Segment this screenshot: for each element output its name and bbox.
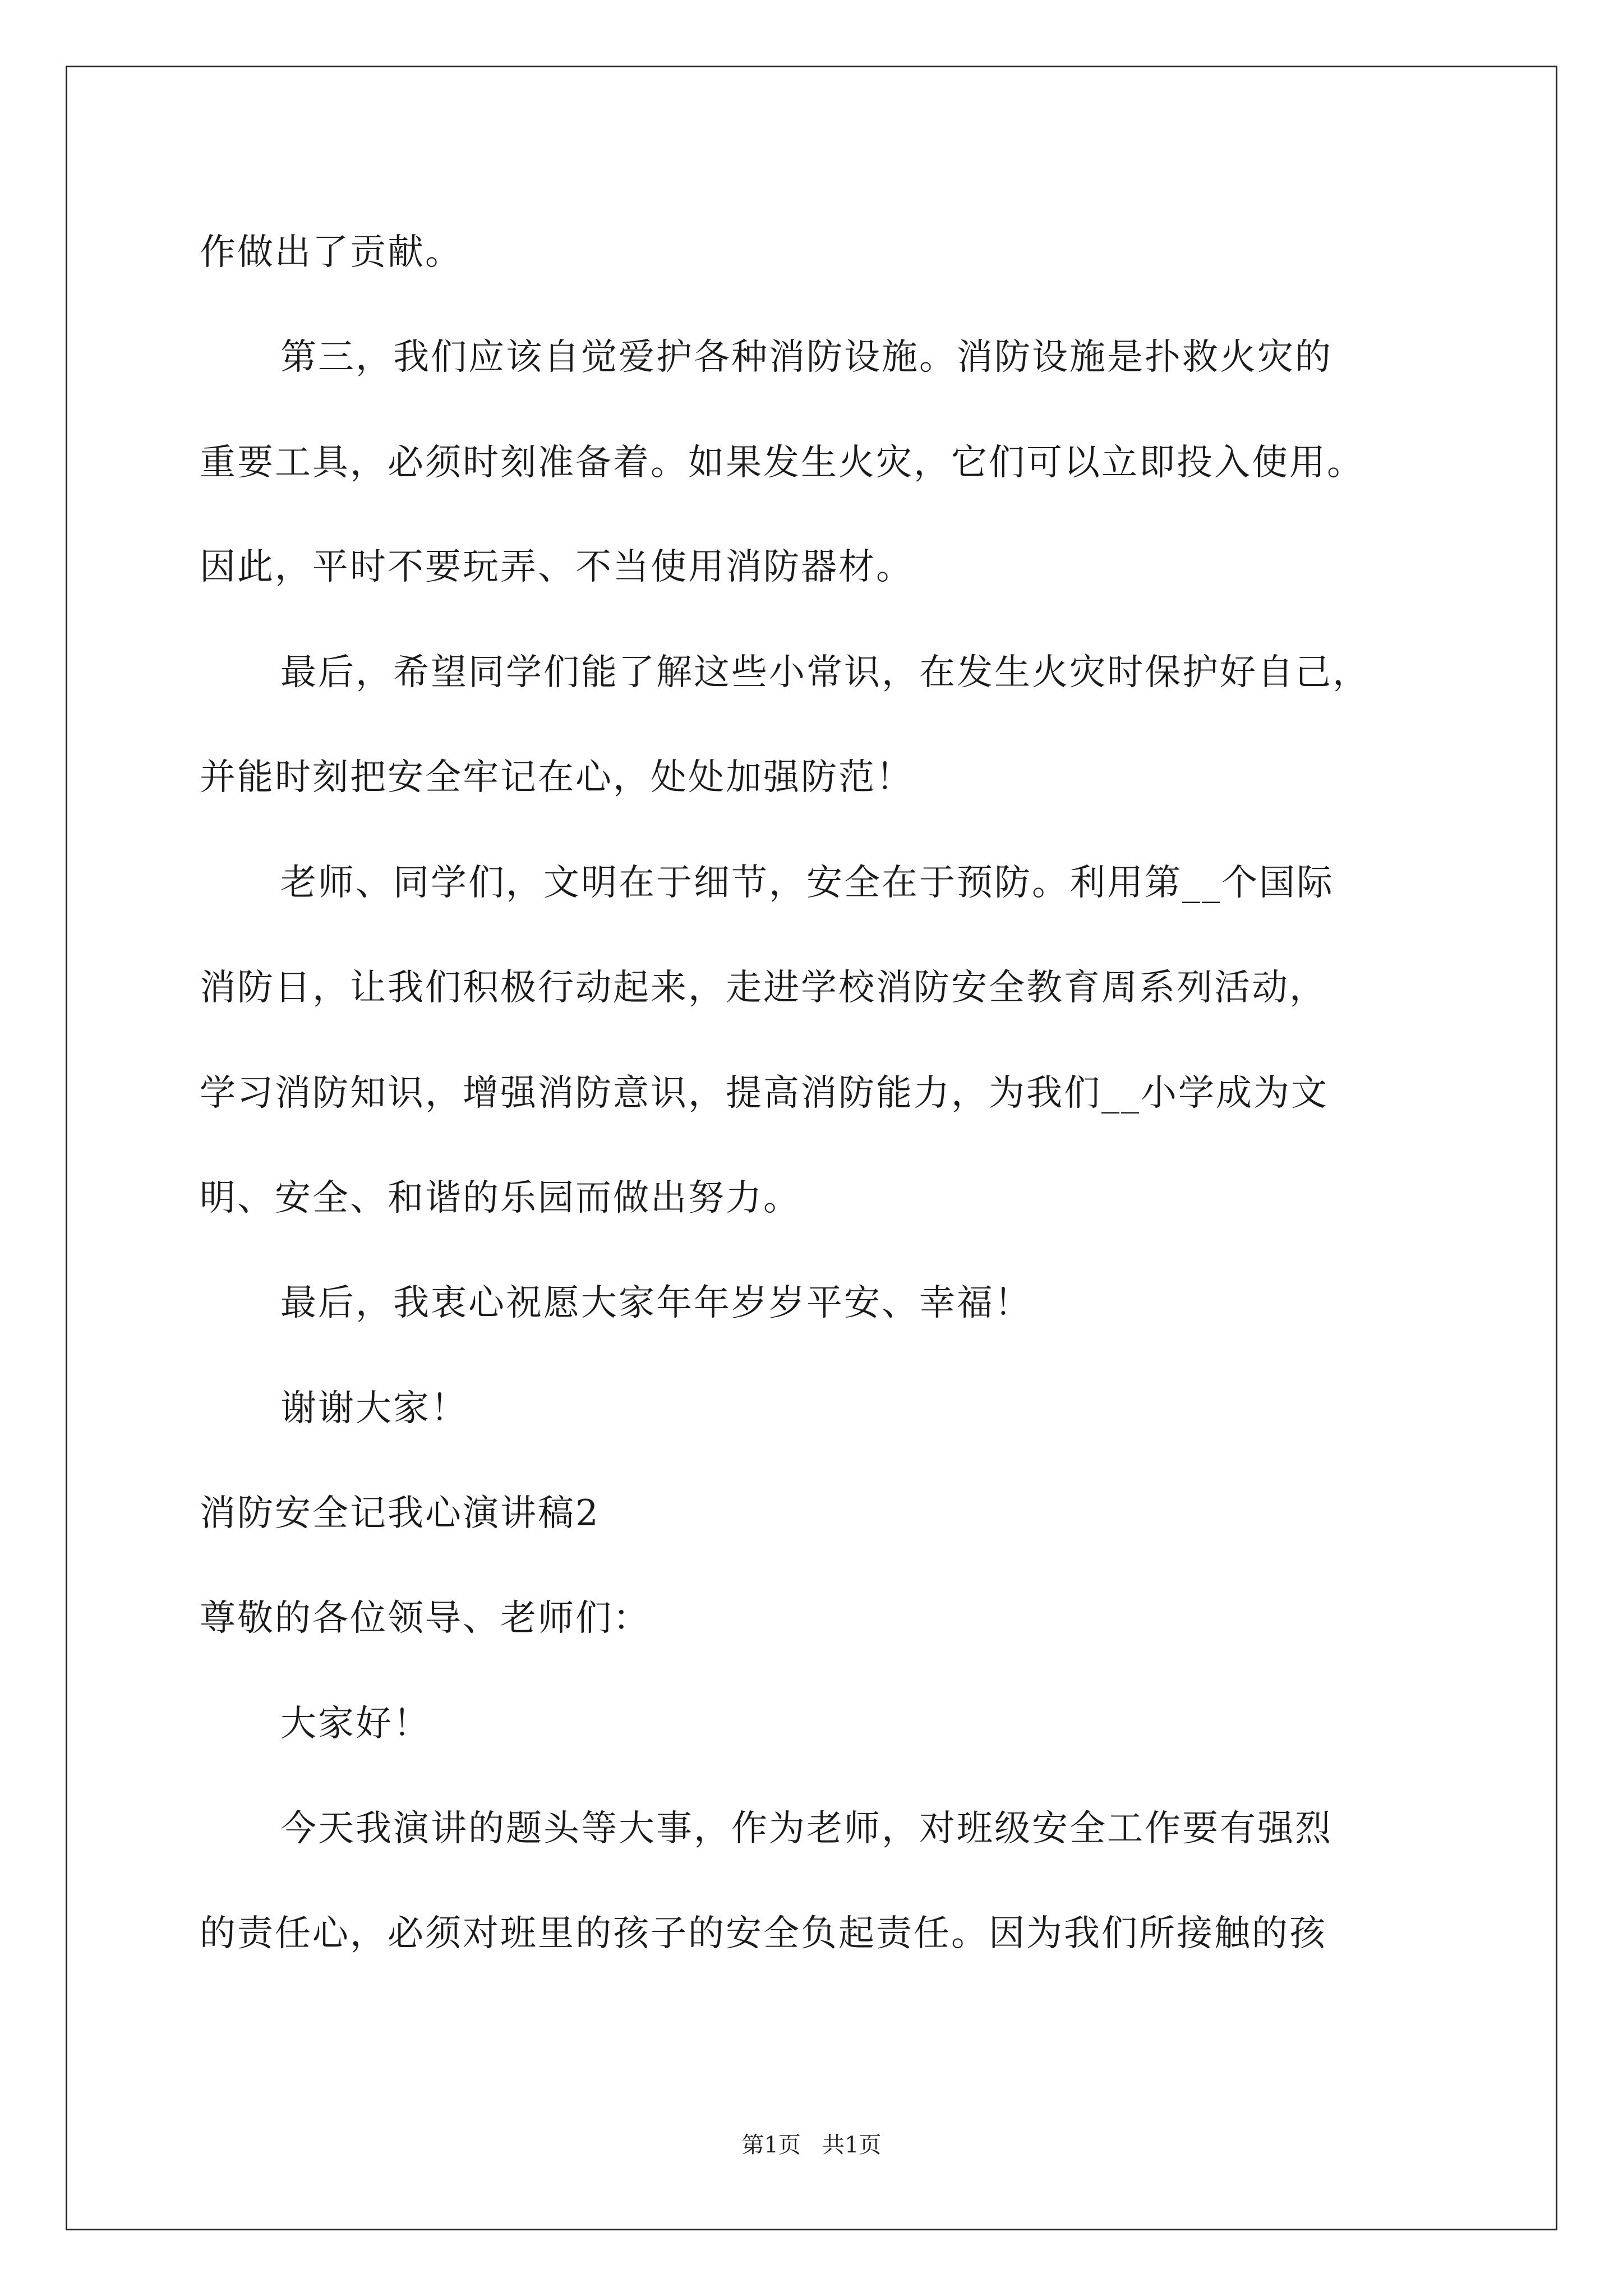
greeting: 大家好！: [280, 1703, 431, 1745]
body-line-9: 学习消防知识，增强消防意识，提高消防能力，为我们__小学成为文: [200, 1073, 1329, 1114]
body-line-2: 第三，我们应该自觉爱护各种消防设施。消防设施是扑救火灾的: [280, 337, 1332, 378]
body-line-7: 老师、同学们，文明在于细节，安全在于预防。利用第__个国际: [280, 862, 1334, 904]
body-line-10: 明、安全、和谐的乐园而做出努力。: [200, 1177, 801, 1219]
body-line-17: 的责任心，必须对班里的孩子的安全负起责任。因为我们所接触的孩: [200, 1913, 1327, 1954]
body-line-4: 因此，平时不要玩弄、不当使用消防器材。: [200, 546, 914, 588]
body-line-6: 并能时刻把安全牢记在心，处处加强防范！: [200, 757, 914, 798]
body-line-11: 最后，我衷心祝愿大家年年岁岁平安、幸福！: [280, 1282, 1032, 1324]
page-border: [66, 66, 1557, 2230]
section-heading: 消防安全记我心演讲稿2: [200, 1493, 600, 1534]
salutation: 尊敬的各位领导、老师们：: [200, 1598, 651, 1639]
body-line-8: 消防日，让我们积极行动起来，走进学校消防安全教育周系列活动，: [200, 967, 1327, 1009]
page-footer: 第1页 共1页: [741, 2132, 882, 2158]
body-line-12: 谢谢大家！: [280, 1388, 468, 1429]
body-line-3: 重要工具，必须时刻准备着。如果发生火灾，它们可以立即投入使用。: [200, 442, 1364, 484]
body-line-16: 今天我演讲的题头等大事，作为老师，对班级安全工作要有强烈: [280, 1808, 1332, 1849]
body-line-5: 最后，希望同学们能了解这些小常识，在发生火灾时保护好自己，: [280, 652, 1370, 693]
body-line-1: 作做出了贡献。: [200, 232, 463, 273]
